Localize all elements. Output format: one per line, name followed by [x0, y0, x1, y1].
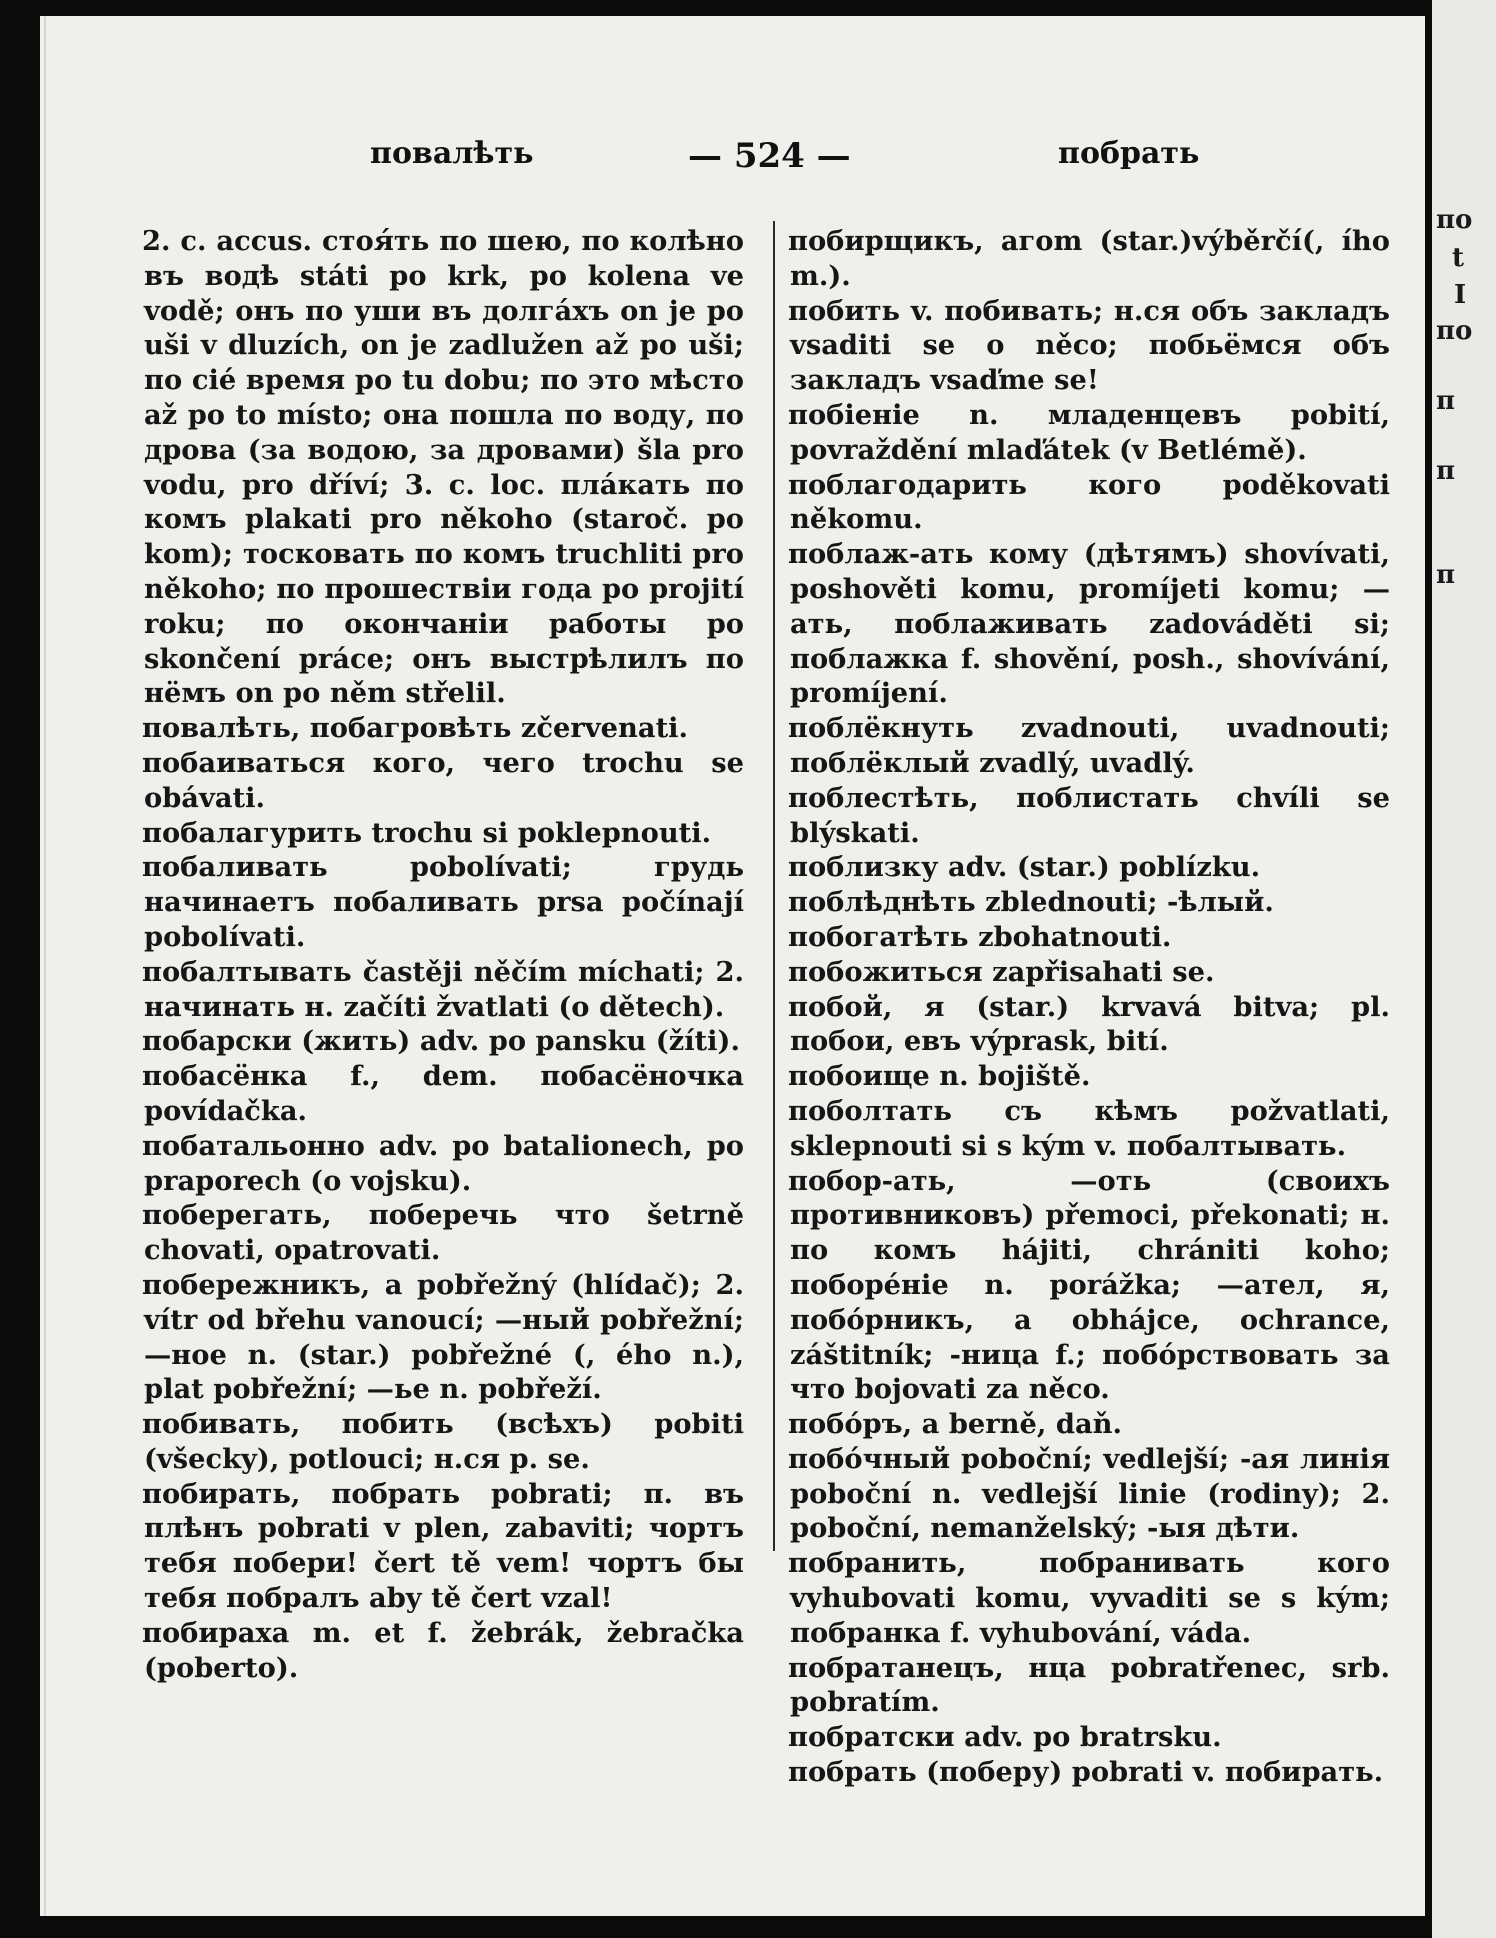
entry: побогатѣть zbohatnouti.	[788, 920, 1172, 953]
entry: побираха m. et f. žebrák, žebračka (poberto).	[142, 1616, 744, 1684]
header-left-guide-word: повалѣть	[370, 136, 534, 171]
column-divider	[773, 221, 775, 1551]
adjacent-page-fragment: по	[1436, 316, 1473, 346]
entry: побоище n. bojiště.	[788, 1060, 1091, 1093]
entry: поблѣднѣть zblednouti; -ѣлый.	[788, 886, 1274, 919]
entry: побаливать pobolívati; грудь начинаетъ побаливать prsa počínají pobolívati.	[142, 851, 744, 953]
adjacent-page-fragment: п	[1436, 456, 1456, 486]
entry: поблестѣть, поблистать chvíli se blýskati.	[788, 781, 1390, 849]
entry: побор-ать, —оть (своихъ противниковъ) přemoci, překonati; н. по комъ hájiti, chrániti koho; поборéніе n. porážka; —ател, я, побóрникъ, a obhájce, ochrance, záštitník; -ница f.; побóрствовать за что bojovati za něco.	[788, 1164, 1390, 1406]
entry: повалѣть, побагровѣть zčervenati.	[142, 712, 689, 745]
entry: побатальонно adv. po batalionech, po praporech (o vojsku).	[142, 1129, 744, 1197]
entry: побратанецъ, нца pobratřenec, srb. pobratím.	[788, 1651, 1390, 1719]
entry: побаиваться кого, чего trochu se obávati.	[142, 746, 744, 814]
entry: побратски adv. po bratrsku.	[788, 1721, 1222, 1754]
entry: побалагурить trochu si poklepnouti.	[142, 816, 712, 849]
entry: поблёкнуть zvadnouti, uvadnouti; поблёклый zvadlý, uvadlý.	[788, 712, 1390, 779]
entry: поблаж-ать кому (дѣтямъ) shovívati, poshověti komu, promíjeti komu; —ать, поблаживать zadováděti si; поблажка f. shovění, posh., shovívání, promíjení.	[788, 538, 1390, 710]
entry: побожиться zapřisahati se.	[788, 955, 1215, 988]
entry: побóръ, a berně, daň.	[788, 1408, 1123, 1441]
adjacent-page-fragment: t	[1452, 243, 1465, 273]
entry: побóчный poboční; vedlejší; -ая линія poboční n. vedlejší linie (rodiny); 2. poboční, nemanželský; -ыя дѣти.	[788, 1442, 1390, 1545]
entry: поболтать съ кѣмъ požvatlati, sklepnouti si s kým v. побалтывать.	[788, 1094, 1390, 1162]
page-header	[40, 136, 1425, 186]
entry: поберегать, поберечь что šetrně chovati, opatrovati.	[142, 1199, 744, 1267]
entry: побалтывать častěji něčím míchati; 2. начинать н. začíti žvatlati (o dětech).	[142, 955, 744, 1023]
entry: побить v. побивать; н.ся объ закладъ vsaditi se o něco; побьёмся объ закладъ vsaďme se!	[788, 294, 1390, 397]
page-number: — 524 —	[688, 136, 851, 176]
entry: побой, я (star.) krvavá bitva; pl. побои, евъ výprask, bití.	[788, 990, 1390, 1058]
entry: побіеніе n. младенцевъ pobití, povraždění mlaďátek (v Betlémě).	[788, 398, 1390, 466]
entry: поблагодарить кого poděkovati někomu.	[788, 468, 1390, 536]
entry: 2. c. accus. стоя́ть по шею, по колѣно въ водѣ státi po krk, po kolena ve vodě; онъ по уши въ долга́хъ on je po uši v dluzích, on je zadlužen až po uši; по cié время po tu dobu; по это мѣсто až po to místo; она пошла по воду, по дрова (за водою, за дровами) šla pro vodu, pro dříví; 3. c. loc. пла́кать по комъ plakati pro někoho (staroč. po kom); тосковать по комъ truchliti pro někoho; по прошествіи года po projití roku; по окончаніи работы po skončení práce; онъ выстрѣлилъ по нёмъ on po něm střelil.	[142, 225, 744, 710]
adjacent-page-fragment: по	[1436, 205, 1473, 235]
entry: побасёнка f., dem. побасёночка povídačka.	[142, 1060, 744, 1127]
dictionary-page	[40, 16, 1425, 1916]
adjacent-page-fragment: п	[1436, 386, 1456, 416]
entry: побирщикъ, aгоm (star.)výběrčí(, ího m.).	[788, 225, 1390, 292]
header-right-guide-word: побрать	[1058, 136, 1200, 171]
adjacent-page-fragment: I	[1454, 280, 1467, 310]
left-column	[144, 224, 744, 1685]
entry: побранить, побранивать кого vyhubovati komu, vyvaditi se s kým; побранка f. vyhubování, váda.	[788, 1547, 1390, 1649]
entry: побрать (поберу) pobrati v. побирать.	[788, 1756, 1384, 1789]
entry: поблизку adv. (star.) poblízku.	[788, 851, 1261, 884]
entry: побережникъ, a pobřežný (hlídač); 2. vítr od břehu vanoucí; —ный pobřežní; —ное n. (star.) pobřežné (, ého n.), plat pobřežní; —ье n. pobřeží.	[142, 1268, 744, 1406]
right-column	[790, 224, 1390, 1790]
adjacent-page-edge	[1432, 0, 1496, 1938]
entry: побарски (жить) adv. po pansku (žíti).	[142, 1025, 740, 1058]
page-edge-shadow	[44, 16, 46, 1916]
adjacent-page-fragment: п	[1436, 560, 1456, 590]
entry: побивать, побить (всѣхъ) pobiti (všecky), potlouci; н.ся p. se.	[142, 1408, 744, 1475]
entry: побирать, побрать pobrati; п. въ плѣнъ pobrati v plen, zabaviti; чортъ тебя побери! čert tě vem! чортъ бы тебя побралъ aby tě čert vzal!	[142, 1477, 744, 1615]
